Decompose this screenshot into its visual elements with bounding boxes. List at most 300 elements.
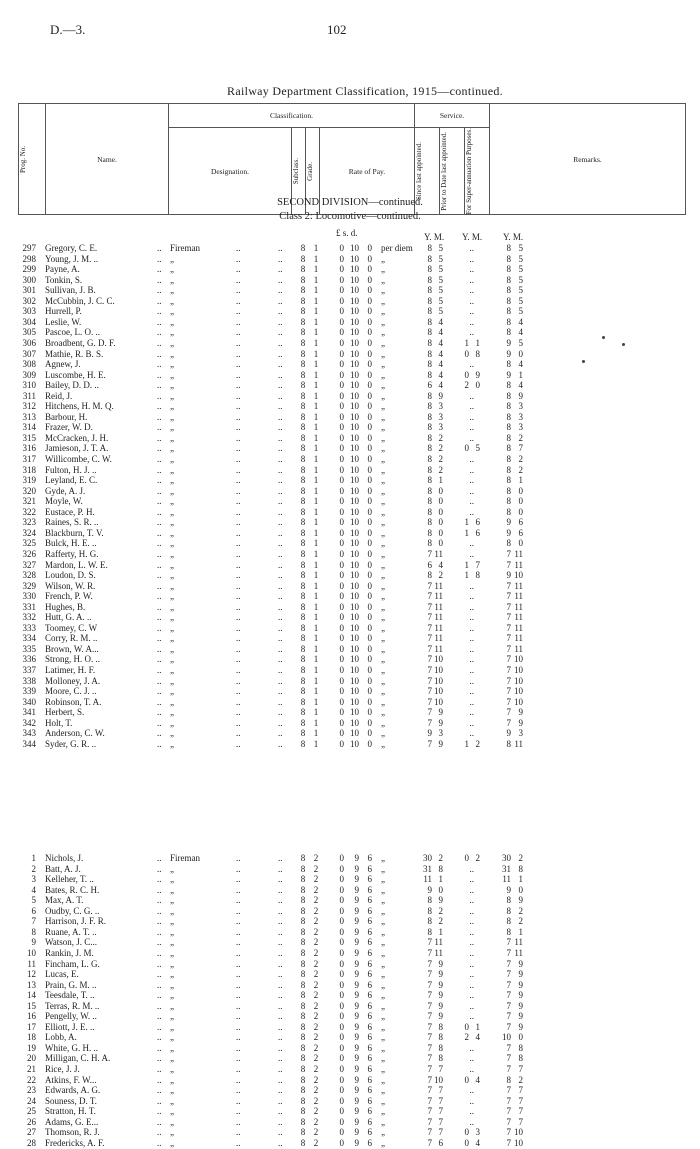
pay-basis: „ [381,686,385,697]
name: Mathie, R. B. S. [45,348,104,359]
pay-pence: 0 [367,327,372,338]
super-months: 9 [518,390,523,401]
table-row [0,338,700,348]
prog-no: 325 [22,538,36,549]
pay-pounds: 0 [339,1011,344,1022]
super-months: 7 [518,1116,523,1127]
leader: .. [236,285,241,296]
table-row [0,707,700,717]
leader: .. [236,580,241,591]
since-years: 11 [423,874,432,885]
prior-blank-leader: .. [469,863,474,874]
pay-pence: 0 [367,738,372,749]
pay-shillings: 10 [350,306,359,317]
grade: 2 [313,905,319,916]
name: Gyde, A. J. [45,485,86,496]
super-years: 7 [506,1064,511,1074]
prog-no: 311 [22,390,36,401]
name: Terras, R. M. .. [45,1000,100,1011]
leader: .. [157,316,162,327]
prog-no: 329 [22,580,36,591]
super-months: 2 [518,1074,523,1085]
since-months: 9 [438,1011,443,1022]
leader: .. [278,580,283,591]
leader: .. [278,916,283,927]
name: Hitchens, H. M. Q. [45,401,114,412]
pay-basis: „ [381,1074,385,1085]
leader: .. [157,990,162,1001]
pay-pence: 0 [367,665,372,675]
super-years: 7 [506,1116,511,1127]
super-months: 0 [518,884,523,895]
pay-shillings: 10 [350,665,359,675]
designation-ditto: „ [170,601,174,612]
leader: .. [157,570,162,581]
pay-pounds: 0 [339,1085,344,1096]
leader: .. [157,654,162,665]
since-years: 8 [427,443,432,454]
prior-blank-leader: .. [469,874,474,885]
pay-basis: „ [381,527,385,538]
since-years: 7 [427,612,432,623]
leader: .. [157,285,162,296]
pay-basis: „ [381,295,385,306]
super-months: 4 [518,327,523,338]
super-years: 8 [506,475,511,486]
super-months: 9 [518,979,523,990]
name: Blackburn, T. V. [45,527,104,538]
super-years: 7 [506,979,511,990]
prog-no: 17 [27,1021,36,1032]
leader: .. [236,853,241,863]
pay-shillings: 9 [354,1032,359,1043]
leader: .. [236,401,241,412]
pay-basis: „ [381,990,385,1001]
pay-pounds: 0 [339,1095,344,1106]
subclass: 8 [300,863,306,874]
name: Lobb, A. [45,1032,77,1043]
subclass: 8 [300,675,306,686]
name: Frazer, W. D. [45,422,93,433]
prog-no: 28 [27,1137,36,1148]
grade: 1 [313,622,319,633]
leader: .. [278,1085,283,1096]
name: Edwards, A. G. [45,1085,101,1096]
pay-pounds: 0 [339,1116,344,1127]
since-months: 3 [438,422,443,433]
pay-pounds: 0 [339,643,344,654]
leader: .. [278,454,283,464]
pay-pounds: 0 [339,295,344,306]
table-row [0,317,700,327]
subclass: 8 [300,475,306,486]
prior-years: 2 [464,380,469,391]
pay-shillings: 10 [350,485,359,496]
name: Bates, R. C. H. [45,884,100,895]
pay-shillings: 9 [354,947,359,958]
subclass: 8 [300,591,306,602]
pay-shillings: 10 [350,591,359,602]
subclass: 8 [300,506,306,517]
prog-no: 335 [22,643,36,654]
pay-pence: 6 [367,863,372,874]
pay-basis: „ [381,926,385,937]
designation-ditto: „ [170,622,174,633]
subclass: 8 [300,454,306,464]
table-row [0,718,700,728]
subclass: 8 [300,411,306,422]
prior-blank-leader: .. [469,411,474,422]
leader: .. [236,728,241,739]
subclass: 8 [300,496,306,507]
super-months: 4 [518,380,523,391]
designation-ditto: „ [170,432,174,443]
name: Herbert, S. [45,707,85,718]
prior-blank-leader: .. [469,622,474,633]
grade: 2 [313,969,319,980]
pay-pounds: 0 [339,443,344,454]
subclass: 8 [300,612,306,623]
super-months: 11 [514,612,523,623]
table-row [0,538,700,548]
since-years: 7 [427,1021,432,1032]
leader: .. [157,1074,162,1085]
leader: .. [236,369,241,380]
name: McCracken, J. H. [45,432,109,443]
super-months: 5 [518,253,523,264]
table-row [0,1085,700,1095]
leader: .. [236,443,241,454]
subclass: 8 [300,916,306,927]
pay-pounds: 0 [339,401,344,412]
leader: .. [236,1042,241,1053]
since-months: 4 [438,380,443,391]
subclass: 8 [300,390,306,401]
super-months: 11 [514,937,523,948]
pay-basis: „ [381,264,385,275]
pay-pounds: 0 [339,916,344,927]
pay-basis: „ [381,337,385,348]
prog-no: 315 [22,432,36,443]
prog-no: 301 [22,285,36,296]
grade: 2 [313,1106,319,1117]
subclass: 8 [300,337,306,348]
since-months: 8 [438,1032,443,1043]
name: Robinson, T. A. [45,696,102,707]
prog-no: 328 [22,570,36,581]
prior-months: 8 [475,570,480,581]
table-row [0,623,700,633]
class-heading: Class 2: Locomotive—continued. [279,211,421,222]
super-years: 8 [506,905,511,916]
since-months: 11 [434,612,443,623]
super-months: 11 [514,580,523,591]
pay-pounds: 0 [339,853,344,863]
leader: .. [278,926,283,937]
pay-pence: 0 [367,717,372,728]
grade: 1 [313,454,319,464]
since-months: 5 [438,306,443,317]
pay-shillings: 10 [350,253,359,264]
subclass: 8 [300,1095,306,1106]
super-years: 7 [506,1011,511,1022]
table-row [0,275,700,285]
super-months: 10 [514,1137,523,1148]
grade: 1 [313,591,319,602]
since-years: 8 [427,401,432,412]
since-months: 0 [438,527,443,538]
pay-pence: 0 [367,633,372,644]
since-months: 3 [438,411,443,422]
pay-basis: „ [381,517,385,528]
pay-basis: „ [381,485,385,496]
prior-blank-leader: .. [469,643,474,654]
since-years: 8 [427,253,432,264]
designation-ditto: „ [170,979,174,990]
pay-shillings: 10 [350,675,359,686]
table-row [0,486,700,496]
since-months: 0 [438,538,443,549]
grade: 2 [313,1042,319,1053]
subclass: 8 [300,485,306,496]
super-years: 7 [506,1085,511,1096]
table-row [0,676,700,686]
since-months: 9 [438,969,443,980]
name: Fredericks, A. F. [45,1137,105,1148]
name: Luscombe, H. E. [45,369,106,380]
pay-basis: „ [381,853,385,863]
name: Latimer, H. F. [45,665,96,675]
prog-no: 327 [22,559,36,570]
since-years: 8 [427,496,432,507]
pay-shillings: 10 [350,401,359,412]
grade: 2 [313,979,319,990]
leader: .. [157,1095,162,1106]
pay-pounds: 0 [339,264,344,275]
pay-pounds: 0 [339,570,344,581]
prior-blank-leader: .. [469,707,474,718]
leader: .. [236,475,241,486]
prior-blank-leader: .. [469,327,474,338]
table-row [0,1011,700,1021]
grade: 1 [313,295,319,306]
leader: .. [278,1137,283,1148]
pay-shillings: 9 [354,1053,359,1064]
pay-basis: „ [381,253,385,264]
leader: .. [157,432,162,443]
leader: .. [236,337,241,348]
grade: 2 [313,884,319,895]
pay-basis: „ [381,895,385,906]
prior-blank-leader: .. [469,316,474,327]
pay-pence: 6 [367,1106,372,1117]
table-row [0,1053,700,1063]
name: Fincham, L. G. [45,958,100,969]
leader: .. [157,274,162,285]
leader: .. [236,863,241,874]
leader: .. [236,654,241,665]
super-years: 7 [506,717,511,728]
since-months: 11 [434,947,443,958]
leader: .. [278,979,283,990]
pay-shillings: 10 [350,686,359,697]
subclass: 8 [300,253,306,264]
pay-shillings: 9 [354,926,359,937]
leader: .. [157,1000,162,1011]
pay-basis: „ [381,884,385,895]
grade: 1 [313,707,319,718]
pay-shillings: 10 [350,527,359,538]
pay-pounds: 0 [339,728,344,739]
leader: .. [236,306,241,317]
name: Anderson, C. W. [45,728,105,739]
pay-shillings: 10 [350,548,359,559]
leader: .. [157,728,162,739]
prog-no: 336 [22,654,36,665]
prior-years: 1 [464,738,469,749]
since-years: 8 [427,390,432,401]
since-months: 10 [434,654,443,665]
grade: 2 [313,1000,319,1011]
subclass: 8 [300,853,306,863]
pay-basis: „ [381,454,385,464]
pay-pounds: 0 [339,622,344,633]
prog-no: 19 [27,1042,36,1053]
designation-ditto: „ [170,1116,174,1127]
pay-pence: 0 [367,538,372,549]
name: Bailey, D. D. .. [45,380,99,391]
pay-pence: 0 [367,359,372,370]
pay-shillings: 10 [350,612,359,623]
since-months: 9 [438,738,443,749]
super-years: 9 [506,884,511,895]
leader: .. [236,675,241,686]
leader: .. [157,675,162,686]
leader: .. [278,337,283,348]
pay-basis: „ [381,274,385,285]
table-row [0,254,700,264]
grade: 1 [313,443,319,454]
super-years: 7 [506,1106,511,1117]
leader: .. [236,1000,241,1011]
leader: .. [236,1137,241,1148]
prog-no: 334 [22,633,36,644]
pay-pounds: 0 [339,506,344,517]
name: Atkins, F. W... [45,1074,97,1085]
prog-no: 319 [22,475,36,486]
pay-shillings: 10 [350,559,359,570]
pay-pence: 0 [367,548,372,559]
designation-ditto: „ [170,665,174,675]
designation-ditto: „ [170,1032,174,1043]
pay-pence: 0 [367,517,372,528]
since-years: 7 [427,675,432,686]
pay-shillings: 9 [354,1116,359,1127]
name: Brown, W. A... [45,643,99,654]
pay-pence: 0 [367,622,372,633]
pay-basis: „ [381,696,385,707]
leader: .. [278,958,283,969]
super-months: 7 [518,1095,523,1106]
grade: 1 [313,285,319,296]
super-years: 8 [506,895,511,906]
prior-blank-leader: .. [469,612,474,623]
since-months: 0 [438,485,443,496]
pay-pence: 6 [367,874,372,885]
pay-pence: 6 [367,1000,372,1011]
subclass: 8 [300,401,306,412]
super-years: 7 [506,612,511,623]
prior-blank-leader: .. [469,1042,474,1053]
table-row [0,296,700,306]
since-years: 8 [427,348,432,359]
table-row [0,1127,700,1137]
since-years: 8 [427,517,432,528]
grade: 2 [313,1085,319,1096]
leader: .. [236,738,241,749]
prog-no: 310 [22,380,36,391]
pay-basis: „ [381,359,385,370]
since-years: 8 [427,475,432,486]
prior-years: 1 [464,337,469,348]
pay-pounds: 0 [339,316,344,327]
since-years: 8 [427,369,432,380]
grade: 1 [313,612,319,623]
pay-pence: 6 [367,958,372,969]
super-years: 8 [506,454,511,464]
subclass: 8 [300,979,306,990]
super-years: 8 [506,538,511,549]
leader: .. [236,707,241,718]
leader: .. [236,884,241,895]
leader: .. [236,432,241,443]
since-months: 11 [434,580,443,591]
table-row [0,349,700,359]
super-months: 2 [518,454,523,464]
header-name: Name. [46,104,169,215]
pay-pounds: 0 [339,306,344,317]
since-years: 8 [427,359,432,370]
prog-no: 309 [22,369,36,380]
pay-shillings: 10 [350,285,359,296]
leader: .. [157,1032,162,1043]
super-years: 9 [506,517,511,528]
leader: .. [278,863,283,874]
table-row [0,728,700,738]
prog-no: 12 [27,969,36,980]
since-years: 7 [427,1116,432,1127]
grade: 1 [313,253,319,264]
designation-ditto: „ [170,633,174,644]
leader: .. [157,369,162,380]
since-years: 7 [427,969,432,980]
super-years: 8 [506,359,511,370]
pay-basis: „ [381,675,385,686]
since-years: 8 [427,895,432,906]
prog-no: 304 [22,316,36,327]
prior-blank-leader: .. [469,591,474,602]
table-row [0,927,700,937]
pay-basis: „ [381,874,385,885]
pay-shillings: 10 [350,538,359,549]
leader: .. [157,1106,162,1117]
pay-pounds: 0 [339,1137,344,1148]
subclass: 8 [300,570,306,581]
pay-basis: „ [381,591,385,602]
since-years: 7 [427,686,432,697]
since-years: 8 [427,485,432,496]
pay-basis: „ [381,622,385,633]
